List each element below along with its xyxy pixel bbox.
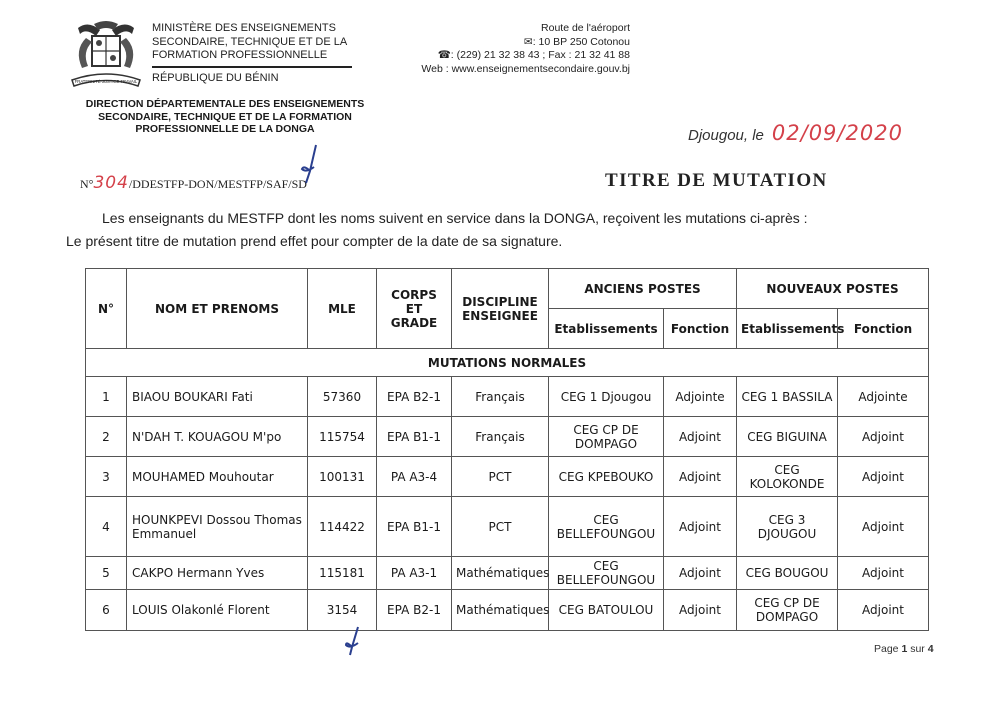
header-new-etablissements: Etablissements — [737, 309, 838, 349]
page-current: 1 — [901, 643, 908, 655]
table-row — [86, 377, 929, 417]
ministry-divider — [152, 66, 352, 68]
cell-old-fonction: Adjoint — [664, 497, 737, 557]
contact-po-box-row — [400, 36, 630, 50]
header-num: N° — [86, 269, 127, 349]
header-anciens-postes: ANCIENS POSTES — [549, 269, 737, 309]
cell-name: CAKPO Hermann Yves — [127, 557, 308, 590]
cell-num: 6 — [86, 590, 127, 631]
cell-grade: EPA B1-1 — [377, 497, 452, 557]
cell-grade: EPA B2-1 — [377, 377, 452, 417]
cell-grade: PA A3-1 — [377, 557, 452, 590]
cell-num: 5 — [86, 557, 127, 590]
table-row — [86, 417, 929, 457]
cell-grade: EPA B2-1 — [377, 590, 452, 631]
cell-name: LOUIS Olakonlé Florent — [127, 590, 308, 631]
cell-discipline: Français — [452, 377, 549, 417]
document-title: TITRE DE MUTATION — [605, 170, 828, 191]
contact-address: Route de l'aéroport — [541, 22, 630, 34]
page-separator: sur — [910, 643, 925, 655]
cell-mle: 115181 — [308, 557, 377, 590]
contact-phone-row — [400, 49, 630, 63]
cell-discipline: Mathématiques — [452, 590, 549, 631]
direction-line-3: PROFESSIONNELLE DE LA DONGA — [135, 123, 315, 135]
cell-mle: 115754 — [308, 417, 377, 457]
direction-line-1: DIRECTION DÉPARTEMENTALE DES ENSEIGNEMENTS — [85, 98, 365, 110]
handwritten-date: 02/09/2020 — [771, 121, 903, 145]
header-mle: MLE — [308, 269, 377, 349]
cell-new-fonction: Adjoint — [838, 457, 929, 497]
cell-old-fonction: Adjoint — [664, 417, 737, 457]
ministry-line-2: SECONDAIRE, TECHNIQUE ET DE LA — [152, 35, 348, 48]
cell-name: BIAOU BOUKARI Fati — [127, 377, 308, 417]
cell-new-fonction: Adjoint — [838, 417, 929, 457]
ministry-line-1: MINISTÈRE DES ENSEIGNEMENTS — [152, 22, 336, 34]
header-nouveaux-postes: NOUVEAUX POSTES — [737, 269, 929, 309]
date-line — [688, 121, 903, 145]
direction-block — [70, 98, 380, 136]
cell-old-fonction: Adjointe — [664, 377, 737, 417]
mutation-table — [85, 268, 929, 631]
header-discipline: DISCIPLINE ENSEIGNEE — [452, 269, 549, 349]
cell-new-etablissement: CEG BOUGOU — [737, 557, 838, 590]
cell-mle: 114422 — [308, 497, 377, 557]
svg-text:FRATERNITÉ JUSTICE TRAVAIL: FRATERNITÉ JUSTICE TRAVAIL — [74, 79, 138, 84]
section-label: MUTATIONS NORMALES — [86, 349, 929, 377]
cell-new-etablissement: CEG BIGUINA — [737, 417, 838, 457]
coat-of-arms-emblem — [66, 18, 146, 92]
cell-old-fonction: Adjoint — [664, 590, 737, 631]
intro-paragraph-line-1: Les enseignants du MESTFP dont les noms suivent en service dans la DONGA, reçoivent les mutations ci-après : — [102, 210, 808, 226]
cell-new-etablissement: CEG KOLOKONDE — [737, 457, 838, 497]
cell-old-etablissement: CEG 1 Djougou — [549, 377, 664, 417]
table-row — [86, 457, 929, 497]
cell-new-fonction: Adjoint — [838, 590, 929, 631]
contact-phone: : (229) 21 32 38 43 ; Fax : 21 32 41 88 — [450, 49, 630, 61]
ministry-block — [152, 22, 352, 85]
cell-new-fonction: Adjointe — [838, 377, 929, 417]
cell-mle: 100131 — [308, 457, 377, 497]
table-row — [86, 590, 929, 631]
cell-new-etablissement: CEG 1 BASSILA — [737, 377, 838, 417]
header-old-fonction: Fonction — [664, 309, 737, 349]
table-header-row-1 — [86, 269, 929, 309]
cell-old-fonction: Adjoint — [664, 457, 737, 497]
cell-grade: EPA B1-1 — [377, 417, 452, 457]
cell-name: HOUNKPEVI Dossou Thomas Emmanuel — [127, 497, 308, 557]
cell-new-fonction: Adjoint — [838, 497, 929, 557]
cell-old-fonction: Adjoint — [664, 557, 737, 590]
cell-num: 3 — [86, 457, 127, 497]
cell-new-fonction: Adjoint — [838, 557, 929, 590]
cell-new-etablissement: CEG CP DE DOMPAGO — [737, 590, 838, 631]
cell-old-etablissement: CEG BELLEFOUNGOU — [549, 557, 664, 590]
cell-num: 4 — [86, 497, 127, 557]
cell-discipline: PCT — [452, 497, 549, 557]
intro-paragraph-line-2: Le présent titre de mutation prend effet pour compter de la date de sa signature. — [66, 233, 563, 249]
header-old-etablissements: Etablissements — [549, 309, 664, 349]
reference-suffix: /DDESTFP-DON/MESTFP/SAF/SD — [128, 177, 307, 191]
republic-label: RÉPUBLIQUE DU BÉNIN — [152, 71, 279, 84]
cell-old-etablissement: CEG CP DE DOMPAGO — [549, 417, 664, 457]
reference-prefix: N° — [80, 177, 94, 191]
cell-grade: PA A3-4 — [377, 457, 452, 497]
cell-name: N'DAH T. KOUAGOU M'po — [127, 417, 308, 457]
cell-discipline: Français — [452, 417, 549, 457]
date-place: Djougou, le — [688, 127, 764, 144]
cell-old-etablissement: CEG BATOULOU — [549, 590, 664, 631]
contact-web: Web : www.enseignementsecondaire.gouv.bj — [421, 62, 630, 75]
contact-block — [400, 22, 630, 76]
cell-discipline: PCT — [452, 457, 549, 497]
section-row — [86, 349, 929, 377]
mailbox-icon: ✉ — [523, 35, 533, 48]
header-new-fonction: Fonction — [838, 309, 929, 349]
ministry-line-3: FORMATION PROFESSIONNELLE — [152, 49, 328, 61]
cell-mle: 3154 — [308, 590, 377, 631]
direction-line-2: SECONDAIRE, TECHNIQUE ET DE LA FORMATION — [98, 110, 352, 123]
cell-num: 2 — [86, 417, 127, 457]
table-row — [86, 497, 929, 557]
cell-old-etablissement: CEG BELLEFOUNGOU — [549, 497, 664, 557]
cell-num: 1 — [86, 377, 127, 417]
header-corps-grade: CORPS ET GRADE — [377, 269, 452, 349]
page-total: 4 — [927, 643, 934, 655]
page-prefix: Page — [874, 643, 899, 655]
page-number — [874, 643, 934, 655]
header-name: NOM ET PRENOMS — [127, 269, 308, 349]
reference-number — [80, 173, 307, 193]
table-row — [86, 557, 929, 590]
telephone-icon: ☎ — [437, 49, 451, 61]
cell-name: MOUHAMED Mouhoutar — [127, 457, 308, 497]
cell-mle: 57360 — [308, 377, 377, 417]
cell-discipline: Mathématiques — [452, 557, 549, 590]
handwritten-reference-number: 304 — [93, 173, 129, 193]
cell-old-etablissement: CEG KPEBOUKO — [549, 457, 664, 497]
contact-po-box: : 10 BP 250 Cotonou — [532, 35, 630, 48]
cell-new-etablissement: CEG 3 DJOUGOU — [737, 497, 838, 557]
